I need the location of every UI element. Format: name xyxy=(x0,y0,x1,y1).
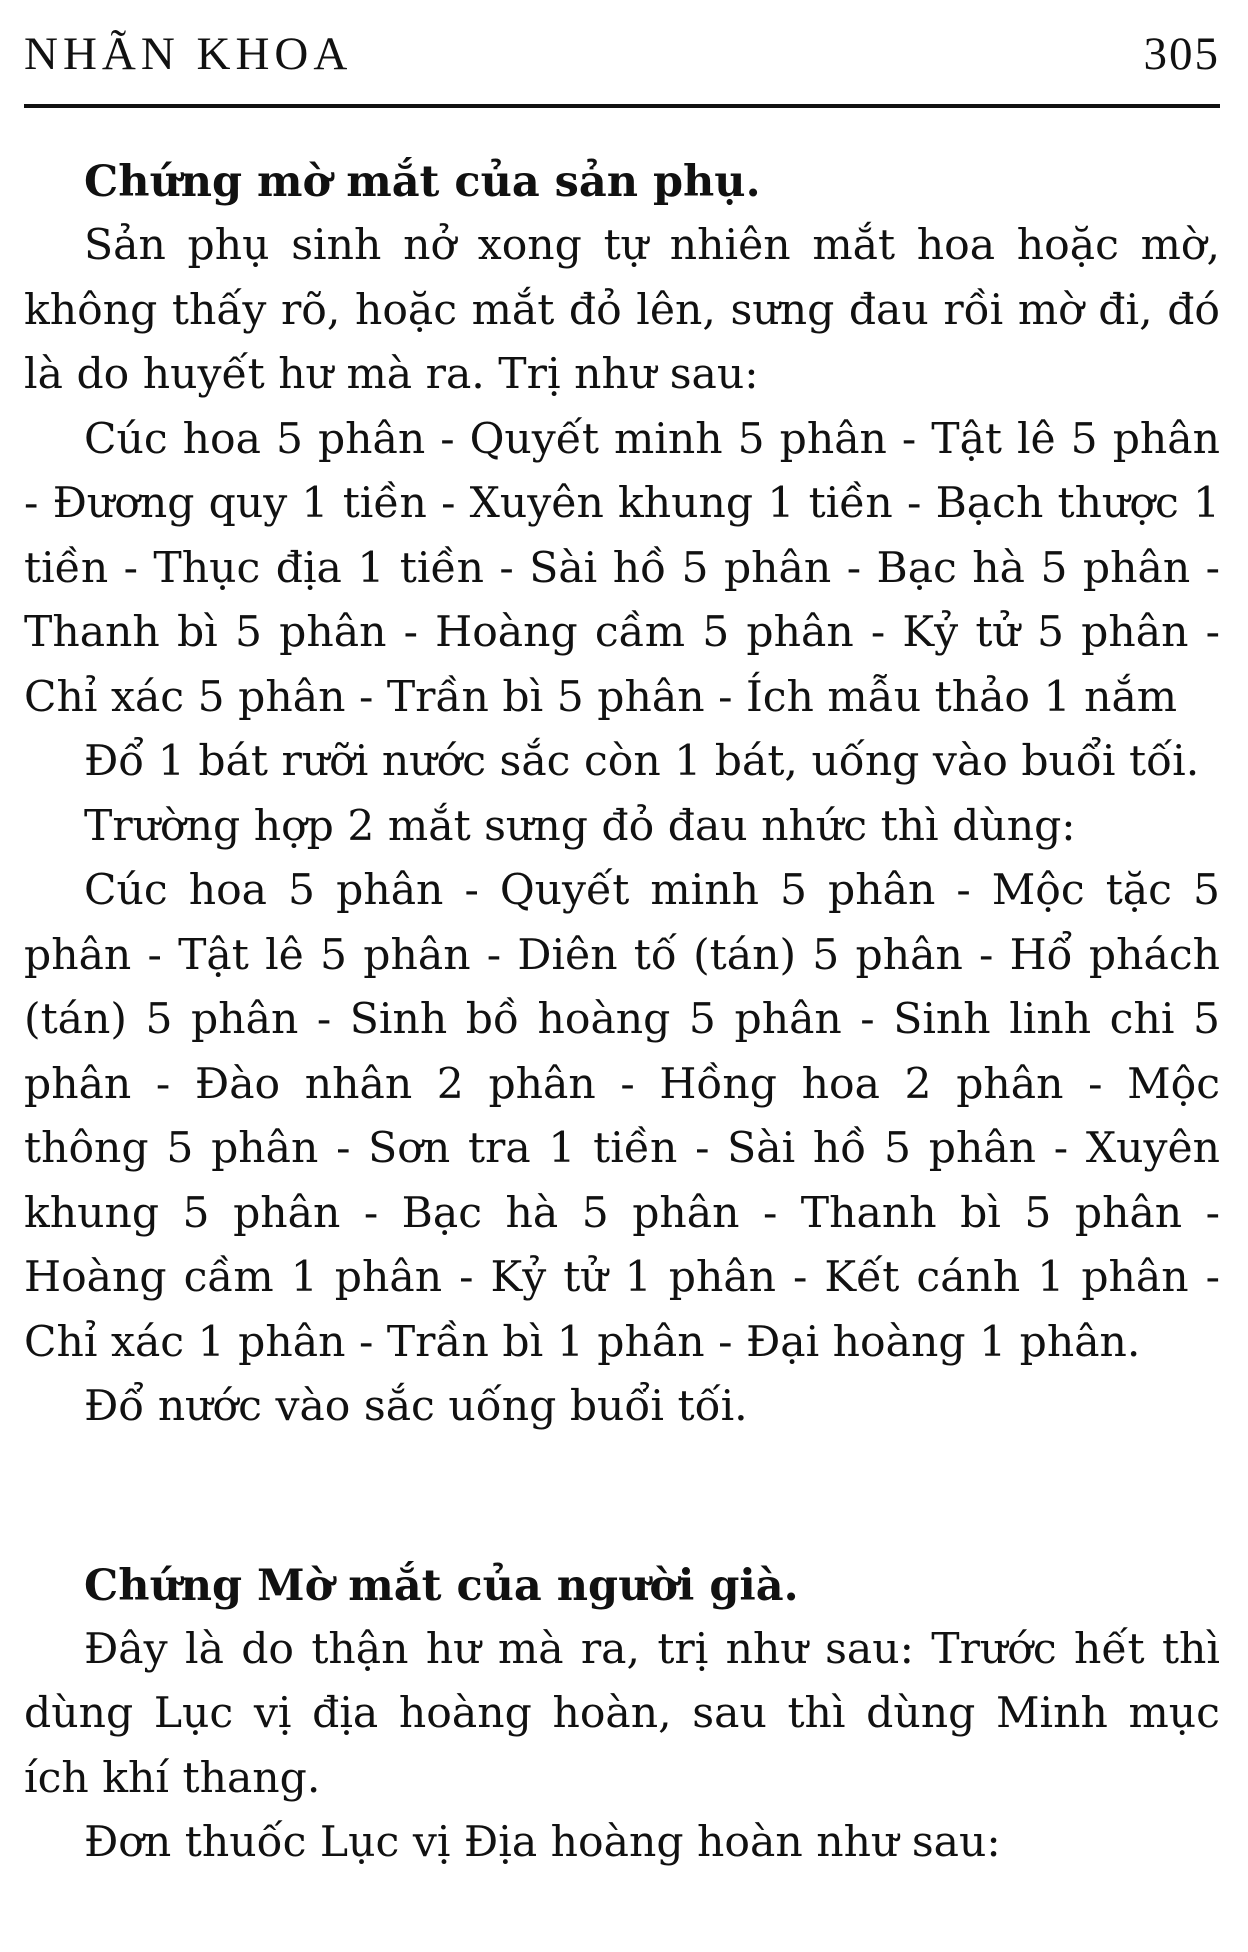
section-heading-postpartum: Chứng mờ mắt của sản phụ. xyxy=(84,157,761,207)
paragraph-postpartum-dosage: Đổ 1 bát rưỡi nước sắc còn 1 bát, uống vào buổi tối. xyxy=(84,737,1200,786)
paragraph-swelling-recipe: Cúc hoa 5 phân - Quyết minh 5 phân - Mộc tặc 5 phân - Tật lê 5 phân - Diên tố (tán) 5 phân - Hổ phách (tán) 5 phân - Sinh bồ hoàng 5 phân - Sinh linh chi 5 phân - Đào nhân 2 phân - Hồng hoa 2 phân - Mộc thông 5 phân - Sơn tra 1 tiền - Sài hồ 5 phân - Xuyên khung 5 phân - Bạc hà 5 phân - Thanh bì 5 phân - Hoàng cầm 1 phân - Kỷ tử 1 phân - Kết cánh 1 phân - Chỉ xác 1 phân - Trần bì 1 phân - Đại hoàng 1 phân. xyxy=(24,866,1220,1367)
paragraph-postpartum-cause: Sản phụ sinh nở xong tự nhiên mắt hoa hoặc mờ, không thấy rõ, hoặc mắt đỏ lên, sưng đau rồi mờ đi, đó là do huyết hư mà ra. Trị như sau: xyxy=(24,221,1220,399)
page-body xyxy=(24,150,1220,1876)
paragraph-postpartum-recipe: Cúc hoa 5 phân - Quyết minh 5 phân - Tật lê 5 phân - Đương quy 1 tiền - Xuyên khung 1 tiền - Bạch thược 1 tiền - Thục địa 1 tiền - Sài hồ 5 phân - Bạc hà 5 phân - Thanh bì 5 phân - Hoàng cầm 5 phân - Kỷ tử 5 phân - Chỉ xác 5 phân - Trần bì 5 phân - Ích mẫu thảo 1 nắm xyxy=(24,414,1220,722)
section-spacer xyxy=(24,1440,1220,1554)
book-page xyxy=(24,0,1220,1952)
paragraph-elderly-recipe-intro: Đơn thuốc Lục vị Địa hoàng hoàn như sau: xyxy=(84,1818,1001,1867)
paragraph-swelling-case: Trường hợp 2 mắt sưng đỏ đau nhức thì dùng: xyxy=(84,801,1076,851)
paragraph-swelling-dosage: Đổ nước vào sắc uống buổi tối. xyxy=(84,1382,748,1431)
paragraph-elderly-cause: Đây là do thận hư mà ra, trị như sau: Trước hết thì dùng Lục vị địa hoàng hoàn, sau thì dùng Minh mục ích khí thang. xyxy=(24,1624,1220,1803)
running-header xyxy=(24,28,1220,78)
header-rule xyxy=(24,104,1220,108)
running-title: NHÃN KHOA xyxy=(24,28,353,80)
page-number: 305 xyxy=(1143,28,1220,80)
section-heading-elderly: Chứng Mờ mắt của người già. xyxy=(84,1560,799,1611)
